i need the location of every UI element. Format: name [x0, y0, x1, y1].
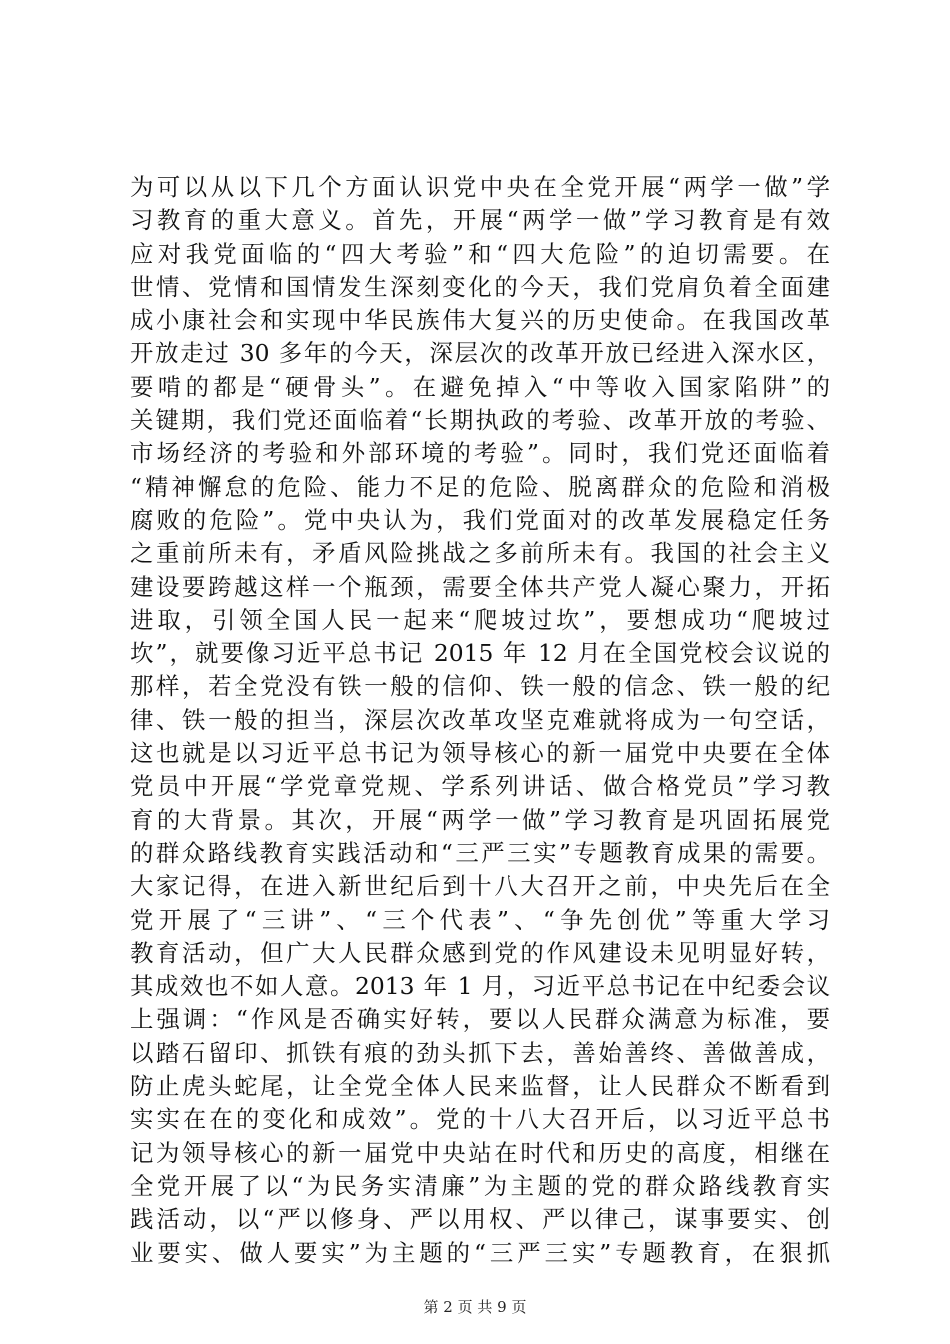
text-line: 其成效也不如人意。2013 年 1 月，习近平总书记在中纪委会议 [130, 972, 830, 1001]
text-line: 应对我党面临的“四大考验”和“四大危险”的迫切需要。在 [130, 239, 830, 268]
text-line: “精神懈怠的危险、能力不足的危险、脱离群众的危险和消极 [130, 472, 830, 501]
text-line: 业要实、做人要实”为主题的“三严三实”专题教育，在狠抓 [130, 1238, 830, 1267]
page-footer: 第 2 页 共 9 页 [423, 1298, 527, 1316]
text-line: 大家记得，在进入新世纪后到十八大召开之前，中央先后在全 [130, 872, 830, 901]
text-line: 律、铁一般的担当，深层次改革攻坚克难就将成为一句空话， [130, 705, 830, 734]
text-line: 践活动，以“严以修身、严以用权、严以律己，谋事要实、创 [130, 1205, 830, 1234]
text-line: 育的大背景。其次，开展“两学一做”学习教育是巩固拓展党 [130, 805, 830, 834]
text-line: 腐败的危险”。党中央认为，我们党面对的改革发展稳定任务 [130, 505, 830, 534]
text-line: 以踏石留印、抓铁有痕的劲头抓下去，善始善终、善做善成， [130, 1038, 830, 1067]
text-line: 党开展了“三讲”、“三个代表”、“争先创优”等重大学习 [130, 905, 830, 934]
text-line: 的群众路线教育实践活动和“三严三实”专题教育成果的需要。 [130, 838, 830, 867]
text-line: 成小康社会和实现中华民族伟大复兴的历史使命。在我国改革 [130, 306, 830, 335]
text-line: 要啃的都是“硬骨头”。在避免掉入“中等收入国家陷阱”的 [130, 372, 830, 401]
text-line: 全党开展了以“为民务实清廉”为主题的党的群众路线教育实 [130, 1171, 830, 1200]
text-line: 党员中开展“学党章党规、学系列讲话、做合格党员”学习教 [130, 772, 830, 801]
text-line: 为可以从以下几个方面认识党中央在全党开展“两学一做”学 [130, 173, 830, 201]
text-line: 世情、党情和国情发生深刻变化的今天，我们党肩负着全面建 [130, 272, 830, 301]
text-line: 实实在在的变化和成效”。党的十八大召开后，以习近平总书 [130, 1105, 830, 1134]
text-line: 开放走过 30 多年的今天，深层次的改革开放已经进入深水区， [130, 339, 830, 368]
text-line: 教育活动，但广大人民群众感到党的作风建设未见明显好转， [130, 938, 830, 967]
text-line: 记为领导核心的新一届党中央站在时代和历史的高度，相继在 [130, 1138, 830, 1167]
text-line: 防止虎头蛇尾，让全党全体人民来监督，让人民群众不断看到 [130, 1072, 830, 1101]
text-line: 习教育的重大意义。首先，开展“两学一做”学习教育是有效 [130, 206, 830, 235]
text-line: 那样，若全党没有铁一般的信仰、铁一般的信念、铁一般的纪 [130, 672, 830, 701]
text-line: 进取，引领全国人民一起来“爬坡过坎”，要想成功“爬坡过 [130, 605, 830, 634]
body-text [130, 171, 830, 1270]
text-line: 坎”，就要像习近平总书记 2015 年 12 月在全国党校会议说的 [130, 639, 830, 668]
text-line: 关键期，我们党还面临着“长期执政的考验、改革开放的考验、 [130, 406, 830, 435]
text-line: 建设要跨越这样一个瓶颈，需要全体共产党人凝心聚力，开拓 [130, 572, 830, 601]
text-line: 这也就是以习近平总书记为领导核心的新一届党中央要在全体 [130, 739, 830, 768]
text-line: 上强调：“作风是否确实好转，要以人民群众满意为标准，要 [130, 1005, 830, 1034]
text-line: 市场经济的考验和外部环境的考验”。同时，我们党还面临着 [130, 439, 830, 468]
text-line: 之重前所未有，矛盾风险挑战之多前所未有。我国的社会主义 [130, 539, 830, 568]
